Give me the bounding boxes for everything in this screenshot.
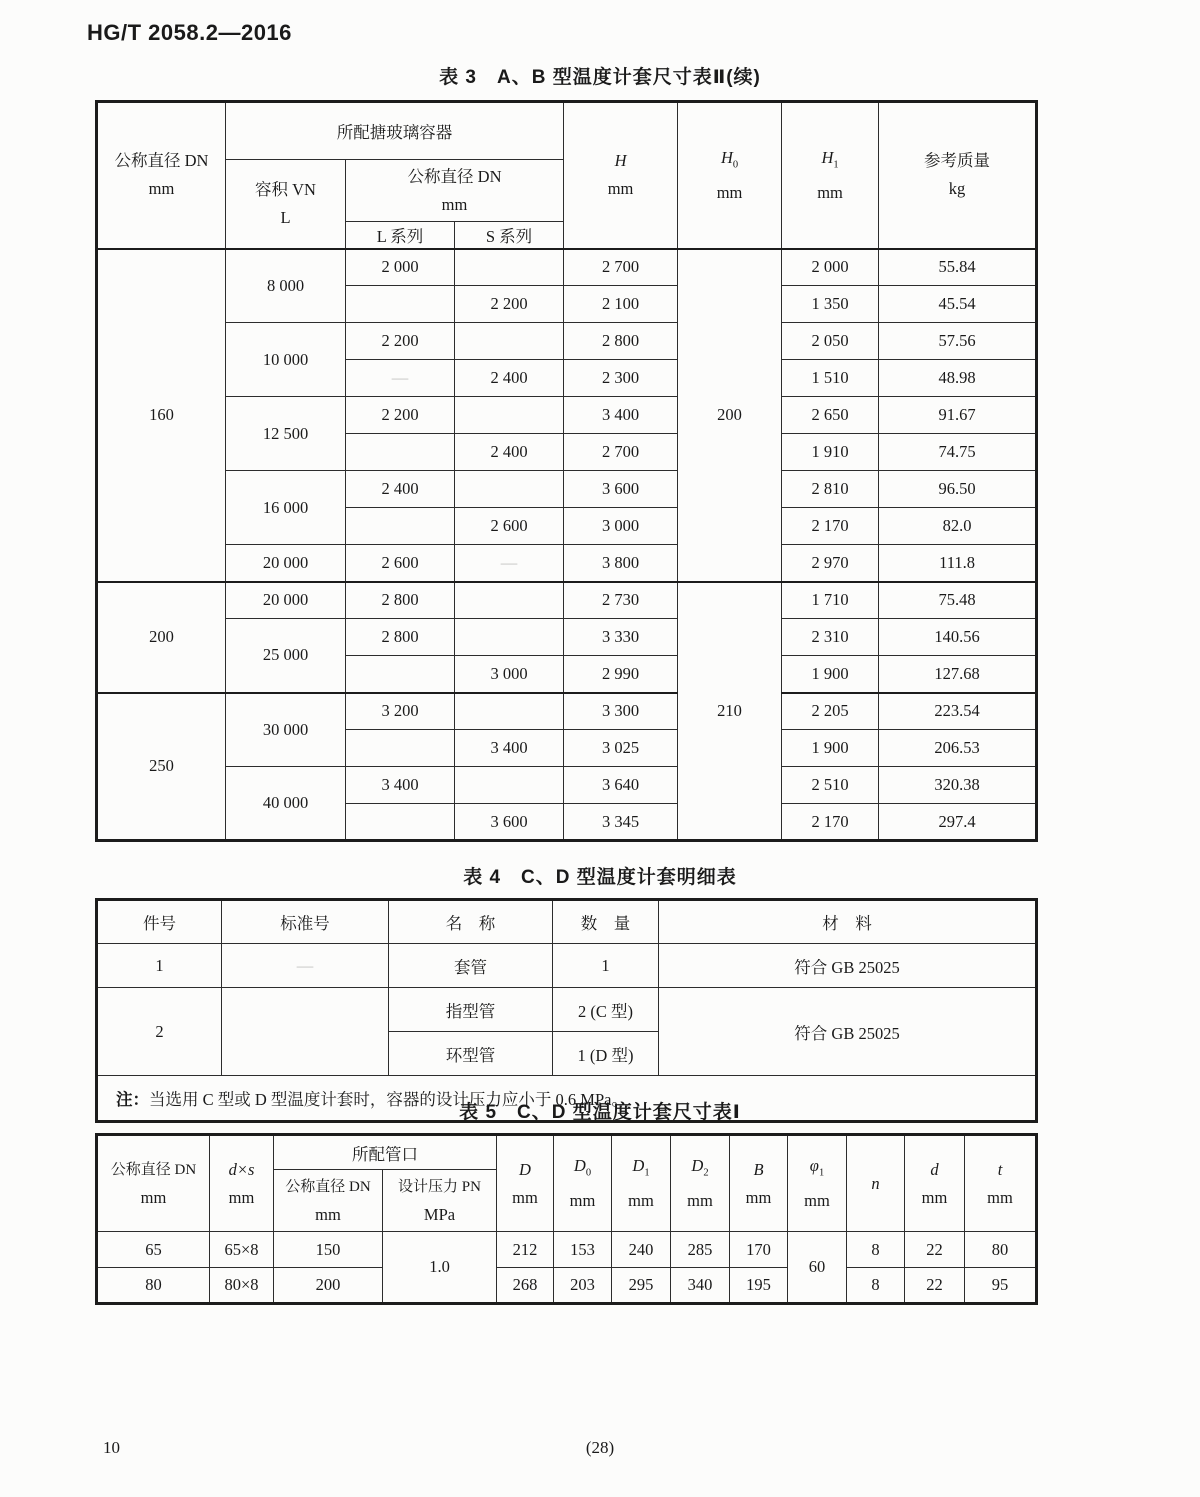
cell-dn: 160 (97, 249, 226, 582)
cell-h1: 1 900 (782, 656, 879, 693)
cell-s (455, 249, 564, 286)
header-B-unit: mm (745, 1187, 772, 1207)
cell-l: 2 800 (346, 619, 455, 656)
cell-standard-no: — (222, 944, 389, 988)
cell-B: 170 (730, 1232, 788, 1268)
cell-l: 2 800 (346, 582, 455, 619)
cell-s: — (455, 545, 564, 582)
cell-mass: 82.0 (879, 508, 1037, 545)
cell-qty: 1 (D 型) (553, 1032, 659, 1076)
cell-s: 3 400 (455, 730, 564, 767)
table-row (97, 323, 1037, 360)
header-dn (97, 102, 226, 249)
cell-item-no: 1 (97, 944, 222, 988)
cell-h: 3 300 (564, 693, 678, 730)
cell-pn: 1.0 (383, 1232, 497, 1304)
cell-n: 8 (847, 1268, 905, 1304)
header-D0 (554, 1135, 612, 1232)
cell-name: 指型管 (389, 988, 553, 1032)
header-h0-label: $H_0$ (720, 147, 739, 170)
header-vn-unit: L (280, 207, 291, 227)
header-D0-label: $D_0$ (573, 1155, 592, 1179)
cell-D0: 153 (554, 1232, 612, 1268)
cell-phi1: 60 (788, 1232, 847, 1304)
header-pn (383, 1170, 497, 1232)
cell-mass: 206.53 (879, 730, 1037, 767)
table-row (97, 1232, 1037, 1268)
cell-s (455, 693, 564, 730)
header-port-dn-label: 公称直径 DN (285, 1178, 371, 1195)
cell-h0: 200 (678, 249, 782, 582)
header-D1-label: $D_1$ (632, 1155, 650, 1179)
cell-s: 2 400 (455, 360, 564, 397)
cell-mass: 320.38 (879, 767, 1037, 804)
cell-mass: 223.54 (879, 693, 1037, 730)
cell-h1: 2 510 (782, 767, 879, 804)
cell-D2: 285 (671, 1232, 730, 1268)
table3-title: 表 3 A、B 型温度计套尺寸表Ⅱ(续) (439, 67, 761, 88)
header-h-unit: mm (607, 179, 634, 199)
cell-dxs: 80×8 (210, 1268, 274, 1304)
header-port-dn (274, 1170, 383, 1232)
cell-d: 22 (905, 1268, 965, 1304)
table-row (97, 767, 1037, 804)
cell-l: 2 400 (346, 471, 455, 508)
cell-mass: 96.50 (879, 471, 1037, 508)
cell-D1: 240 (612, 1232, 671, 1268)
header-standard-no: 标准号 (222, 900, 389, 944)
cell-mass: 74.75 (879, 434, 1037, 471)
cell-dn: 250 (97, 693, 226, 841)
cell-h: 2 700 (564, 434, 678, 471)
header-h0 (678, 102, 782, 249)
header-port-dn-unit: mm (315, 1204, 341, 1224)
cell-n: 8 (847, 1232, 905, 1268)
cell-h1: 2 650 (782, 397, 879, 434)
cell-l (346, 508, 455, 545)
table4-parts-table (95, 898, 1038, 1123)
header-D-label: D (519, 1159, 531, 1179)
header-t (965, 1135, 1037, 1232)
cell-s (455, 582, 564, 619)
cell-h1: 1 910 (782, 434, 879, 471)
header-dn (97, 1135, 210, 1232)
standard-number: HG/T 2058.2—2016 (87, 20, 292, 45)
cell-vn: 8 000 (226, 249, 346, 323)
header-D2-unit: mm (687, 1191, 713, 1211)
table-row (97, 545, 1037, 582)
header-phi1-label: $\varphi_1$ (809, 1155, 825, 1179)
header-t-unit: mm (987, 1187, 1013, 1207)
cell-h1: 2 970 (782, 545, 879, 582)
table-row (97, 619, 1037, 656)
header-mass-label: 参考质量 (924, 151, 991, 171)
header-l-series: L 系列 (346, 222, 455, 249)
cell-h: 2 990 (564, 656, 678, 693)
header-d-label: d (930, 1159, 939, 1179)
cell-vn: 20 000 (226, 582, 346, 619)
table-row (97, 693, 1037, 730)
header-h-label: H (614, 151, 627, 171)
header-pn-label: 设计压力 PN (398, 1178, 481, 1195)
cell-s (455, 767, 564, 804)
header-dxs-unit: mm (228, 1187, 255, 1207)
cell-h1: 2 810 (782, 471, 879, 508)
cell-dxs: 65×8 (210, 1232, 274, 1268)
cell-s (455, 619, 564, 656)
cell-h1: 1 710 (782, 582, 879, 619)
table4-title: 表 4 C、D 型温度计套明细表 (463, 867, 737, 888)
cell-s (455, 323, 564, 360)
header-t-label: t (997, 1159, 1003, 1179)
header-dn-unit: mm (148, 179, 175, 199)
header-port-group: 所配管口 (274, 1135, 497, 1170)
table-header-row (97, 900, 1037, 944)
header-B (730, 1135, 788, 1232)
cell-name: 环型管 (389, 1032, 553, 1076)
cell-h: 3 400 (564, 397, 678, 434)
cell-h: 3 000 (564, 508, 678, 545)
header-D2 (671, 1135, 730, 1232)
header-dxs (210, 1135, 274, 1232)
cell-mass: 75.48 (879, 582, 1037, 619)
header-dn2-unit: mm (441, 194, 468, 214)
header-dn2 (346, 160, 564, 222)
header-D-unit: mm (512, 1187, 538, 1207)
header-vessel-group: 所配搪玻璃容器 (226, 102, 564, 160)
cell-l: 2 200 (346, 323, 455, 360)
cell-vn: 40 000 (226, 767, 346, 841)
cell-h: 2 300 (564, 360, 678, 397)
cell-h1: 2 050 (782, 323, 879, 360)
cell-l (346, 730, 455, 767)
cell-h: 3 345 (564, 804, 678, 841)
cell-vn: 20 000 (226, 545, 346, 582)
header-name: 名 称 (389, 900, 553, 944)
header-s-series: S 系列 (455, 222, 564, 249)
cell-vn: 30 000 (226, 693, 346, 767)
cell-h: 3 330 (564, 619, 678, 656)
cell-item-no: 2 (97, 988, 222, 1076)
header-h1-label: $H_1$ (821, 147, 839, 170)
cell-vn: 25 000 (226, 619, 346, 693)
header-D2-label: $D_2$ (691, 1155, 709, 1179)
header-item-no: 件号 (97, 900, 222, 944)
header-phi1 (788, 1135, 847, 1232)
cell-h: 3 025 (564, 730, 678, 767)
cell-h1: 2 205 (782, 693, 879, 730)
cell-l (346, 434, 455, 471)
cell-l (346, 286, 455, 323)
cell-mass: 127.68 (879, 656, 1037, 693)
cell-h1: 2 000 (782, 249, 879, 286)
table-row (97, 471, 1037, 508)
header-pn-unit: MPa (423, 1204, 456, 1224)
table-row (97, 988, 1037, 1032)
cell-h1: 1 900 (782, 730, 879, 767)
header-D1 (612, 1135, 671, 1232)
table3-dimension-table (95, 100, 1038, 842)
cell-dn: 80 (97, 1268, 210, 1304)
cell-l: 3 200 (346, 693, 455, 730)
cell-material: 符合 GB 25025 (659, 988, 1037, 1076)
header-h0-unit: mm (716, 182, 743, 202)
cell-h1: 1 510 (782, 360, 879, 397)
cell-dn: 65 (97, 1232, 210, 1268)
cell-s (455, 471, 564, 508)
cell-h1: 2 170 (782, 804, 879, 841)
header-material: 材 料 (659, 900, 1037, 944)
header-d (905, 1135, 965, 1232)
cell-mass: 45.54 (879, 286, 1037, 323)
header-dxs-label: d×s (228, 1159, 255, 1179)
table5-title: 表 5 C、D 型温度计套尺寸表Ⅰ (459, 1102, 741, 1123)
cell-D2: 340 (671, 1268, 730, 1304)
cell-vn: 16 000 (226, 471, 346, 545)
cell-l (346, 804, 455, 841)
cell-t: 95 (965, 1268, 1037, 1304)
cell-h: 3 800 (564, 545, 678, 582)
cell-D: 268 (497, 1268, 554, 1304)
cell-mass: 111.8 (879, 545, 1037, 582)
cell-h1: 2 170 (782, 508, 879, 545)
cell-standard-no (222, 988, 389, 1076)
header-D (497, 1135, 554, 1232)
cell-l (346, 656, 455, 693)
table-row (97, 582, 1037, 619)
header-dn-label: 公称直径 DN (114, 151, 209, 171)
table-row (97, 944, 1037, 988)
cell-D1: 295 (612, 1268, 671, 1304)
header-phi1-unit: mm (804, 1191, 830, 1211)
cell-qty: 2 (C 型) (553, 988, 659, 1032)
header-h1-unit: mm (817, 182, 843, 202)
header-mass (879, 102, 1037, 249)
cell-mass: 297.4 (879, 804, 1037, 841)
cell-s: 3 600 (455, 804, 564, 841)
header-D0-unit: mm (569, 1191, 596, 1211)
cell-d: 22 (905, 1232, 965, 1268)
cell-l: 2 200 (346, 397, 455, 434)
cell-mass: 91.67 (879, 397, 1037, 434)
table5-dimension-table (95, 1133, 1038, 1305)
cell-material: 符合 GB 25025 (659, 944, 1037, 988)
table-header-row (97, 1135, 1037, 1170)
header-dn-label: 公称直径 DN (110, 1161, 197, 1178)
cell-t: 80 (965, 1232, 1037, 1268)
cell-mass: 48.98 (879, 360, 1037, 397)
header-vn (226, 160, 346, 249)
header-n: n (847, 1135, 905, 1232)
cell-vn: 12 500 (226, 397, 346, 471)
cell-D0: 203 (554, 1268, 612, 1304)
cell-l: 2 000 (346, 249, 455, 286)
cell-s: 2 600 (455, 508, 564, 545)
cell-l: — (346, 360, 455, 397)
cell-port-dn: 150 (274, 1232, 383, 1268)
cell-h: 2 100 (564, 286, 678, 323)
cell-h: 2 800 (564, 323, 678, 360)
cell-B: 195 (730, 1268, 788, 1304)
cell-s: 2 200 (455, 286, 564, 323)
table-row (97, 249, 1037, 286)
cell-h: 2 700 (564, 249, 678, 286)
table-row (97, 1268, 1037, 1304)
center-page-number: (28) (585, 1438, 615, 1457)
header-qty: 数 量 (553, 900, 659, 944)
header-vn-label: 容积 VN (255, 179, 316, 199)
note-label: 注： (116, 1091, 149, 1109)
cell-vn: 10 000 (226, 323, 346, 397)
header-mass-unit: kg (948, 179, 966, 199)
cell-s: 3 000 (455, 656, 564, 693)
cell-l: 2 600 (346, 545, 455, 582)
cell-qty: 1 (553, 944, 659, 988)
header-dn-unit: mm (140, 1187, 167, 1207)
cell-h0: 210 (678, 582, 782, 841)
cell-h: 3 600 (564, 471, 678, 508)
header-dn2-label: 公称直径 DN (407, 166, 502, 186)
cell-dn: 200 (97, 582, 226, 693)
cell-h: 3 640 (564, 767, 678, 804)
header-d-unit: mm (921, 1187, 948, 1207)
table-row (97, 397, 1037, 434)
cell-D: 212 (497, 1232, 554, 1268)
header-D1-unit: mm (628, 1191, 654, 1211)
cell-s (455, 397, 564, 434)
page-number: 10 (103, 1438, 120, 1457)
table-header-row (97, 102, 1037, 160)
cell-h1: 2 310 (782, 619, 879, 656)
cell-s: 2 400 (455, 434, 564, 471)
note-text: 当选用 C 型或 D 型温度计套时，容器的设计压力应小于 0.6 MPa。 (149, 1090, 628, 1109)
cell-h1: 1 350 (782, 286, 879, 323)
cell-l: 3 400 (346, 767, 455, 804)
cell-name: 套管 (389, 944, 553, 988)
header-B-label: B (753, 1159, 764, 1179)
cell-mass: 140.56 (879, 619, 1037, 656)
header-h1 (782, 102, 879, 249)
cell-mass: 55.84 (879, 249, 1037, 286)
cell-mass: 57.56 (879, 323, 1037, 360)
cell-h: 2 730 (564, 582, 678, 619)
header-h (564, 102, 678, 249)
cell-port-dn: 200 (274, 1268, 383, 1304)
